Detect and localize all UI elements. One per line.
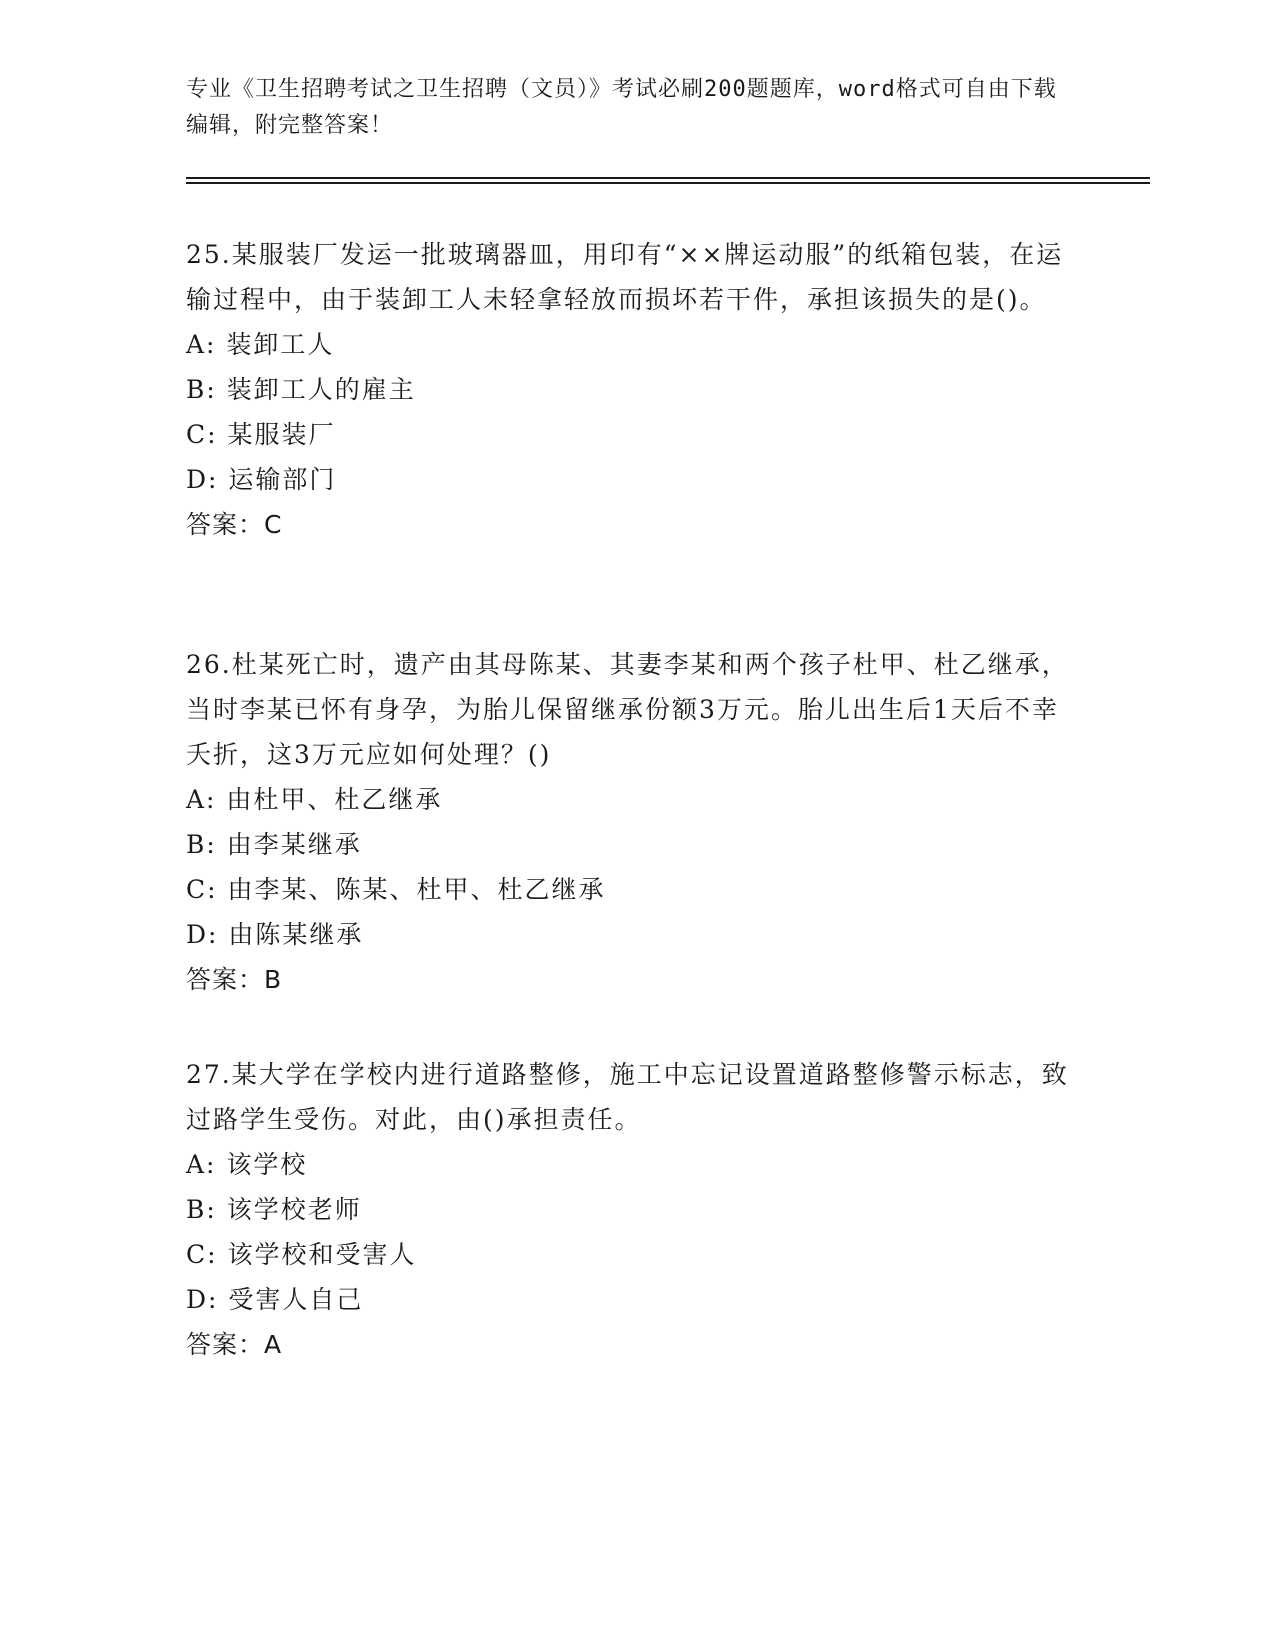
option-d: D: 由陈某继承 — [186, 920, 364, 949]
option-b: B: 装卸工人的雇主 — [186, 375, 416, 404]
option-d: D: 受害人自己 — [186, 1285, 364, 1314]
header-divider-top — [186, 177, 1150, 179]
question-25 — [186, 232, 1076, 547]
option-d: D: 运输部门 — [186, 465, 337, 494]
option-a: A: 该学校 — [186, 1150, 308, 1179]
question-stem: 27.某大学在学校内进行道路整修，施工中忘记设置道路整修警示标志，致过路学生受伤。对此，由()承担责任。 — [186, 1060, 1069, 1134]
option-c: C: 该学校和受害人 — [186, 1240, 417, 1269]
answer-line: 答案：A — [186, 1330, 283, 1359]
option-b: B: 由李某继承 — [186, 830, 362, 859]
question-stem: 25.某服装厂发运一批玻璃器皿，用印有“××牌运动服”的纸箱包装，在运输过程中，由于装卸工人未轻拿轻放而损坏若干件，承担该损失的是()。 — [186, 240, 1064, 314]
answer-line: 答案：C — [186, 510, 283, 539]
page-header-intro: 专业《卫生招聘考试之卫生招聘（文员）》考试必刷200题题库，word格式可自由下载编辑，附完整答案！ — [186, 77, 1057, 138]
option-c: C: 由李某、陈某、杜甲、杜乙继承 — [186, 875, 606, 904]
question-26 — [186, 642, 1076, 1002]
option-a: A: 由杜甲、杜乙继承 — [186, 785, 443, 814]
option-b: B: 该学校老师 — [186, 1195, 362, 1224]
question-stem: 26.杜某死亡时，遗产由其母陈某、其妻李某和两个孩子杜甲、杜乙继承，当时李某已怀有身孕，为胎儿保留继承份额3万元。胎儿出生后1天后不幸夭折，这3万元应如何处理？() — [186, 650, 1069, 769]
option-a: A: 装卸工人 — [186, 330, 335, 359]
header-divider-bottom — [186, 182, 1150, 184]
answer-line: 答案：B — [186, 965, 283, 994]
question-27 — [186, 1052, 1076, 1367]
option-c: C: 某服装厂 — [186, 420, 336, 449]
